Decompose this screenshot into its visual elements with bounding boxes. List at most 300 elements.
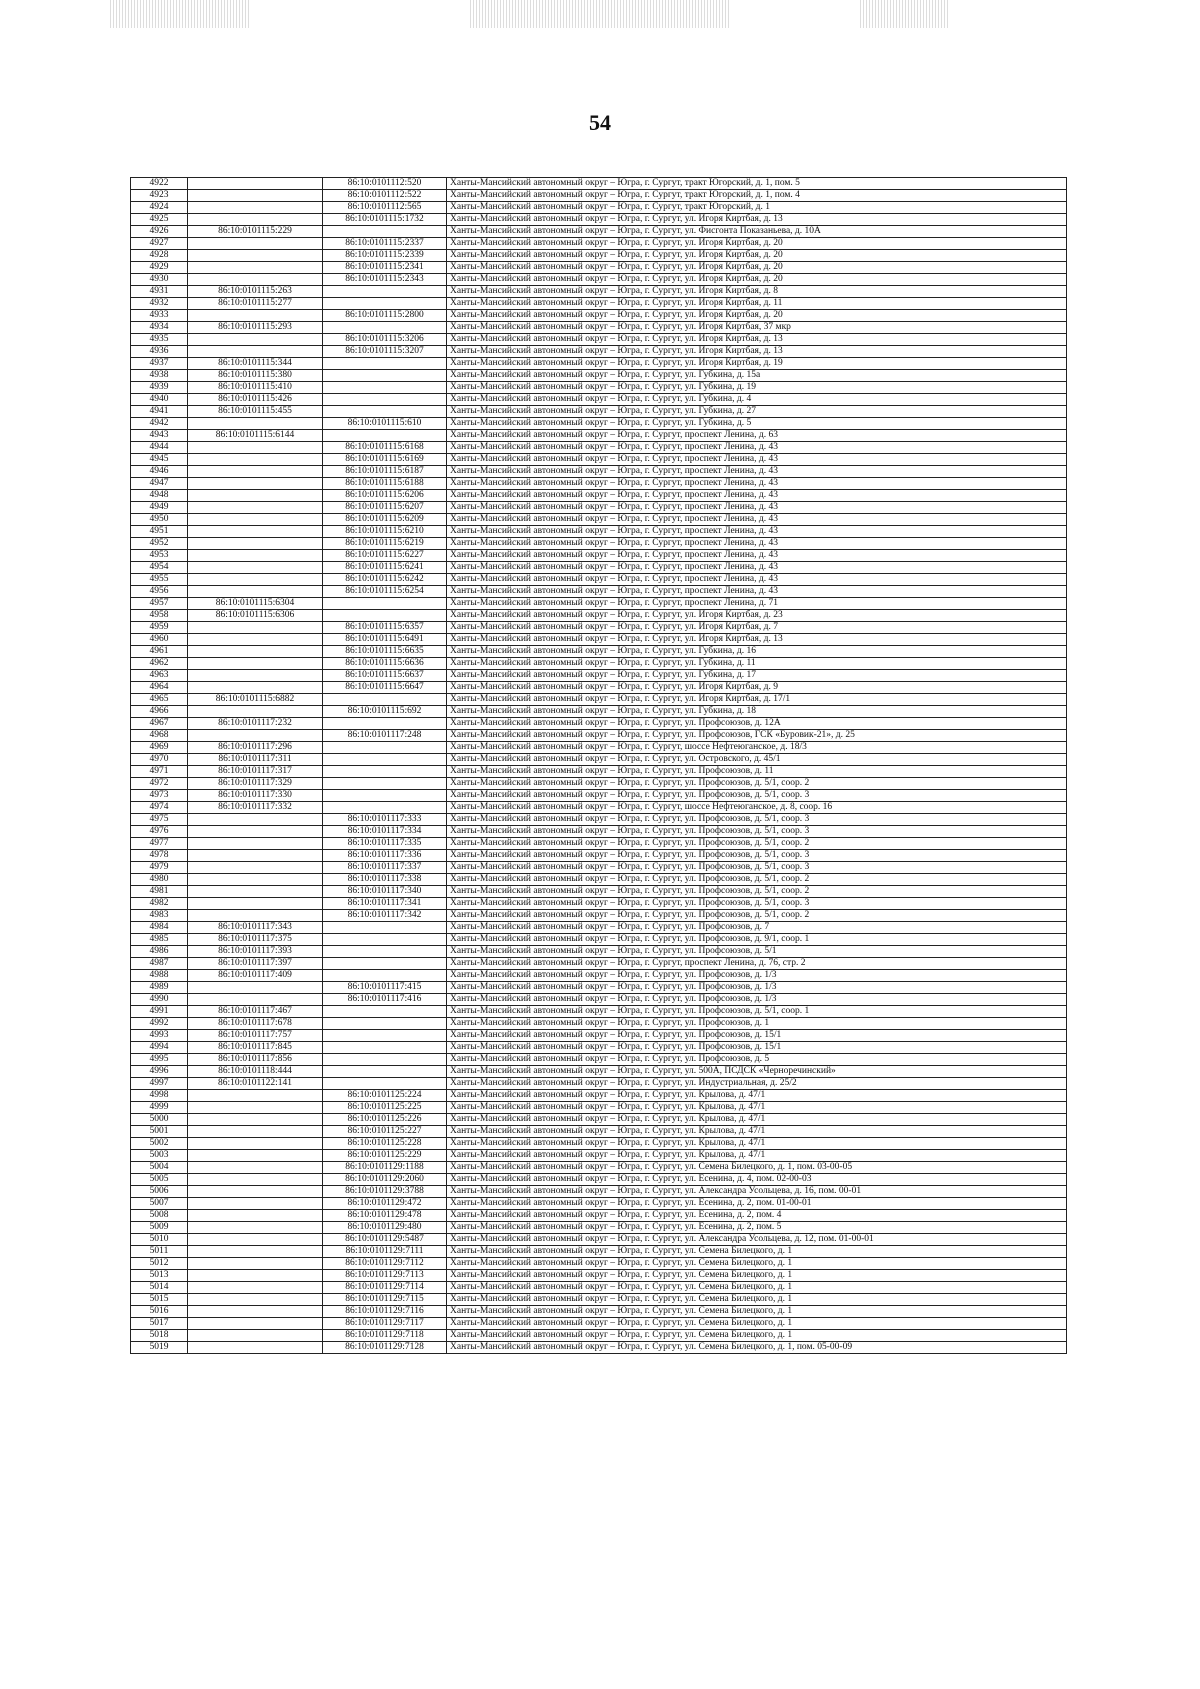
row-number-cell: 4959 [131,622,188,634]
row-number-cell: 4950 [131,514,188,526]
object-cadastral-cell [323,766,447,778]
land-cadastral-cell [188,490,323,502]
address-cell: Ханты-Мансийский автономный округ – Югра, г. Сургут, ул. Семена Билецкого, д. 1 [447,1330,1067,1342]
row-number-cell: 5018 [131,1330,188,1342]
row-number-cell: 4995 [131,1054,188,1066]
table-row [131,574,1067,586]
address-cell: Ханты-Мансийский автономный округ – Югра, г. Сургут, ул. Игоря Киртбая, д. 9 [447,682,1067,694]
land-cadastral-cell [188,982,323,994]
land-cadastral-cell [188,706,323,718]
object-cadastral-cell: 86:10:0101115:2339 [323,250,447,262]
table-row [131,346,1067,358]
address-cell: Ханты-Мансийский автономный округ – Югра, г. Сургут, ул. Есенина, д. 2, пом. 5 [447,1222,1067,1234]
address-cell: Ханты-Мансийский автономный округ – Югра, г. Сургут, шоссе Нефтеюганское, д. 8, соор. 16 [447,802,1067,814]
land-cadastral-cell [188,1090,323,1102]
object-cadastral-cell [323,226,447,238]
land-cadastral-cell: 86:10:0101115:229 [188,226,323,238]
row-number-cell: 5014 [131,1282,188,1294]
registry-table-body [131,178,1067,1354]
table-row [131,754,1067,766]
land-cadastral-cell: 86:10:0101115:455 [188,406,323,418]
object-cadastral-cell: 86:10:0101115:6241 [323,562,447,574]
row-number-cell: 5002 [131,1138,188,1150]
address-cell: Ханты-Мансийский автономный округ – Югра, г. Сургут, проспект Ленина, д. 43 [447,550,1067,562]
land-cadastral-cell [188,214,323,226]
address-cell: Ханты-Мансийский автономный округ – Югра, г. Сургут, проспект Ленина, д. 43 [447,466,1067,478]
table-row [131,982,1067,994]
row-number-cell: 4981 [131,886,188,898]
row-number-cell: 5011 [131,1246,188,1258]
land-cadastral-cell: 86:10:0101115:293 [188,322,323,334]
address-cell: Ханты-Мансийский автономный округ – Югра, г. Сургут, проспект Ленина, д. 43 [447,586,1067,598]
address-cell: Ханты-Мансийский автономный округ – Югра, г. Сургут, ул. Семена Билецкого, д. 1 [447,1306,1067,1318]
table-row [131,970,1067,982]
row-number-cell: 4926 [131,226,188,238]
row-number-cell: 4952 [131,538,188,550]
row-number-cell: 4938 [131,370,188,382]
object-cadastral-cell: 86:10:0101115:6227 [323,550,447,562]
table-row [131,190,1067,202]
address-cell: Ханты-Мансийский автономный округ – Югра, г. Сургут, проспект Ленина, д. 43 [447,502,1067,514]
table-row [131,1114,1067,1126]
object-cadastral-cell: 86:10:0101125:224 [323,1090,447,1102]
address-cell: Ханты-Мансийский автономный округ – Югра, г. Сургут, ул. Профсоюзов, д. 5/1, соор. 1 [447,1006,1067,1018]
object-cadastral-cell: 86:10:0101115:6206 [323,490,447,502]
land-cadastral-cell [188,1210,323,1222]
address-cell: Ханты-Мансийский автономный округ – Югра, г. Сургут, ул. Игоря Киртбая, д. 17/1 [447,694,1067,706]
row-number-cell: 4968 [131,730,188,742]
land-cadastral-cell [188,1234,323,1246]
object-cadastral-cell: 86:10:0101115:2800 [323,310,447,322]
land-cadastral-cell [188,562,323,574]
row-number-cell: 5019 [131,1342,188,1354]
address-cell: Ханты-Мансийский автономный округ – Югра, г. Сургут, ул. Губкина, д. 11 [447,658,1067,670]
address-cell: Ханты-Мансийский автономный округ – Югра, г. Сургут, ул. Игоря Киртбая, д. 20 [447,274,1067,286]
row-number-cell: 4954 [131,562,188,574]
row-number-cell: 4984 [131,922,188,934]
address-cell: Ханты-Мансийский автономный округ – Югра, г. Сургут, проспект Ленина, д. 43 [447,574,1067,586]
row-number-cell: 4988 [131,970,188,982]
row-number-cell: 4927 [131,238,188,250]
row-number-cell: 5010 [131,1234,188,1246]
land-cadastral-cell [188,418,323,430]
land-cadastral-cell [188,334,323,346]
row-number-cell: 4960 [131,634,188,646]
object-cadastral-cell: 86:10:0101115:2343 [323,274,447,286]
land-cadastral-cell: 86:10:0101118:444 [188,1066,323,1078]
object-cadastral-cell [323,970,447,982]
table-row [131,634,1067,646]
land-cadastral-cell [188,250,323,262]
address-cell: Ханты-Мансийский автономный округ – Югра, г. Сургут, тракт Югорский, д. 1 [447,202,1067,214]
address-cell: Ханты-Мансийский автономный округ – Югра, г. Сургут, ул. Профсоюзов, д. 5/1 [447,946,1067,958]
scan-noise-center [470,0,730,28]
object-cadastral-cell: 86:10:0101125:225 [323,1102,447,1114]
object-cadastral-cell [323,802,447,814]
object-cadastral-cell [323,742,447,754]
land-cadastral-cell [188,178,323,190]
table-row [131,1126,1067,1138]
address-cell: Ханты-Мансийский автономный округ – Югра, г. Сургут, ул. Губкина, д. 15а [447,370,1067,382]
row-number-cell: 5015 [131,1294,188,1306]
object-cadastral-cell: 86:10:0101115:6169 [323,454,447,466]
address-cell: Ханты-Мансийский автономный округ – Югра, г. Сургут, проспект Ленина, д. 43 [447,442,1067,454]
land-cadastral-cell: 86:10:0101117:343 [188,922,323,934]
row-number-cell: 5003 [131,1150,188,1162]
land-cadastral-cell: 86:10:0101117:393 [188,946,323,958]
object-cadastral-cell: 86:10:0101125:229 [323,1150,447,1162]
object-cadastral-cell [323,394,447,406]
row-number-cell: 5013 [131,1270,188,1282]
row-number-cell: 5007 [131,1198,188,1210]
object-cadastral-cell [323,610,447,622]
address-cell: Ханты-Мансийский автономный округ – Югра, г. Сургут, ул. Профсоюзов, д. 5 [447,1054,1067,1066]
address-cell: Ханты-Мансийский автономный округ – Югра, г. Сургут, ул. Островского, д. 45/1 [447,754,1067,766]
land-cadastral-cell: 86:10:0101122:141 [188,1078,323,1090]
table-row [131,814,1067,826]
table-row [131,598,1067,610]
land-cadastral-cell [188,838,323,850]
address-cell: Ханты-Мансийский автономный округ – Югра, г. Сургут, ул. Семена Билецкого, д. 1, пом. 03-00-05 [447,1162,1067,1174]
registry-table [130,177,1067,1354]
address-cell: Ханты-Мансийский автономный округ – Югра, г. Сургут, проспект Ленина, д. 43 [447,526,1067,538]
row-number-cell: 4973 [131,790,188,802]
address-cell: Ханты-Мансийский автономный округ – Югра, г. Сургут, ул. Профсоюзов, д. 1/3 [447,994,1067,1006]
row-number-cell: 4924 [131,202,188,214]
table-row [131,214,1067,226]
land-cadastral-cell [188,514,323,526]
address-cell: Ханты-Мансийский автономный округ – Югра, г. Сургут, ул. Профсоюзов, д. 1/3 [447,970,1067,982]
table-row [131,310,1067,322]
table-row [131,1018,1067,1030]
row-number-cell: 4994 [131,1042,188,1054]
address-cell: Ханты-Мансийский автономный округ – Югра, г. Сургут, ул. Губкина, д. 18 [447,706,1067,718]
land-cadastral-cell [188,478,323,490]
object-cadastral-cell [323,790,447,802]
address-cell: Ханты-Мансийский автономный округ – Югра, г. Сургут, ул. Губкина, д. 16 [447,646,1067,658]
table-row [131,550,1067,562]
table-row [131,178,1067,190]
address-cell: Ханты-Мансийский автономный округ – Югра, г. Сургут, проспект Ленина, д. 76, стр. 2 [447,958,1067,970]
object-cadastral-cell: 86:10:0101117:415 [323,982,447,994]
object-cadastral-cell: 86:10:0101115:6210 [323,526,447,538]
address-cell: Ханты-Мансийский автономный округ – Югра, г. Сургут, ул. Крылова, д. 47/1 [447,1114,1067,1126]
land-cadastral-cell [188,1318,323,1330]
object-cadastral-cell [323,430,447,442]
object-cadastral-cell: 86:10:0101117:337 [323,862,447,874]
land-cadastral-cell: 86:10:0101117:232 [188,718,323,730]
land-cadastral-cell [188,1282,323,1294]
address-cell: Ханты-Мансийский автономный округ – Югра, г. Сургут, ул. Крылова, д. 47/1 [447,1090,1067,1102]
row-number-cell: 4956 [131,586,188,598]
table-row [131,766,1067,778]
address-cell: Ханты-Мансийский автономный округ – Югра, г. Сургут, ул. Губкина, д. 17 [447,670,1067,682]
table-row [131,442,1067,454]
land-cadastral-cell: 86:10:0101117:330 [188,790,323,802]
table-row [131,382,1067,394]
land-cadastral-cell [188,850,323,862]
row-number-cell: 5012 [131,1258,188,1270]
table-row [131,802,1067,814]
table-row [131,562,1067,574]
land-cadastral-cell [188,262,323,274]
address-cell: Ханты-Мансийский автономный округ – Югра, г. Сургут, тракт Югорский, д. 1, пом. 5 [447,178,1067,190]
address-cell: Ханты-Мансийский автономный округ – Югра, г. Сургут, ул. Губкина, д. 27 [447,406,1067,418]
land-cadastral-cell [188,658,323,670]
address-cell: Ханты-Мансийский автономный округ – Югра, г. Сургут, ул. Губкина, д. 5 [447,418,1067,430]
land-cadastral-cell [188,1114,323,1126]
address-cell: Ханты-Мансийский автономный округ – Югра, г. Сургут, ул. Профсоюзов, д. 1/3 [447,982,1067,994]
land-cadastral-cell [188,190,323,202]
table-row [131,706,1067,718]
address-cell: Ханты-Мансийский автономный округ – Югра, г. Сургут, ул. Крылова, д. 47/1 [447,1150,1067,1162]
table-row [131,238,1067,250]
object-cadastral-cell [323,1030,447,1042]
object-cadastral-cell [323,946,447,958]
row-number-cell: 4962 [131,658,188,670]
row-number-cell: 4983 [131,910,188,922]
address-cell: Ханты-Мансийский автономный округ – Югра, г. Сургут, ул. Профсоюзов, д. 7 [447,922,1067,934]
land-cadastral-cell [188,550,323,562]
row-number-cell: 4972 [131,778,188,790]
land-cadastral-cell [188,346,323,358]
land-cadastral-cell [188,994,323,1006]
table-row [131,1234,1067,1246]
object-cadastral-cell [323,1078,447,1090]
land-cadastral-cell [188,886,323,898]
row-number-cell: 4967 [131,718,188,730]
row-number-cell: 5009 [131,1222,188,1234]
object-cadastral-cell: 86:10:0101129:7112 [323,1258,447,1270]
table-row [131,850,1067,862]
object-cadastral-cell: 86:10:0101115:6219 [323,538,447,550]
land-cadastral-cell: 86:10:0101117:332 [188,802,323,814]
land-cadastral-cell [188,574,323,586]
row-number-cell: 4976 [131,826,188,838]
table-row [131,1258,1067,1270]
address-cell: Ханты-Мансийский автономный округ – Югра, г. Сургут, ул. Профсоюзов, д. 12А [447,718,1067,730]
row-number-cell: 4951 [131,526,188,538]
land-cadastral-cell [188,814,323,826]
row-number-cell: 4977 [131,838,188,850]
land-cadastral-cell [188,1150,323,1162]
row-number-cell: 4987 [131,958,188,970]
address-cell: Ханты-Мансийский автономный округ – Югра, г. Сургут, ул. Игоря Киртбая, д. 13 [447,346,1067,358]
object-cadastral-cell: 86:10:0101117:416 [323,994,447,1006]
object-cadastral-cell [323,1054,447,1066]
address-cell: Ханты-Мансийский автономный округ – Югра, г. Сургут, ул. Крылова, д. 47/1 [447,1126,1067,1138]
row-number-cell: 4969 [131,742,188,754]
address-cell: Ханты-Мансийский автономный округ – Югра, г. Сургут, проспект Ленина, д. 43 [447,514,1067,526]
table-row [131,1294,1067,1306]
object-cadastral-cell [323,1006,447,1018]
address-cell: Ханты-Мансийский автономный округ – Югра, г. Сургут, ул. Крылова, д. 47/1 [447,1102,1067,1114]
object-cadastral-cell [323,382,447,394]
table-row [131,1210,1067,1222]
address-cell: Ханты-Мансийский автономный округ – Югра, г. Сургут, ул. Профсоюзов, д. 1 [447,1018,1067,1030]
land-cadastral-cell [188,1258,323,1270]
table-row [131,262,1067,274]
land-cadastral-cell [188,274,323,286]
table-row [131,1078,1067,1090]
row-number-cell: 5001 [131,1126,188,1138]
table-row [131,334,1067,346]
land-cadastral-cell: 86:10:0101115:380 [188,370,323,382]
row-number-cell: 4998 [131,1090,188,1102]
land-cadastral-cell [188,646,323,658]
land-cadastral-cell [188,586,323,598]
land-cadastral-cell [188,1306,323,1318]
object-cadastral-cell: 86:10:0101115:3206 [323,334,447,346]
object-cadastral-cell: 86:10:0101117:248 [323,730,447,742]
object-cadastral-cell: 86:10:0101129:7113 [323,1270,447,1282]
table-row [131,1222,1067,1234]
table-row [131,1162,1067,1174]
address-cell: Ханты-Мансийский автономный округ – Югра, г. Сургут, ул. Профсоюзов, д. 5/1, соор. 2 [447,778,1067,790]
table-row [131,1174,1067,1186]
table-row [131,466,1067,478]
table-row [131,1042,1067,1054]
object-cadastral-cell [323,406,447,418]
table-row [131,406,1067,418]
table-row [131,610,1067,622]
object-cadastral-cell: 86:10:0101115:2341 [323,262,447,274]
object-cadastral-cell: 86:10:0101115:6188 [323,478,447,490]
object-cadastral-cell: 86:10:0101115:2337 [323,238,447,250]
address-cell: Ханты-Мансийский автономный округ – Югра, г. Сургут, ул. Губкина, д. 19 [447,382,1067,394]
object-cadastral-cell: 86:10:0101115:6254 [323,586,447,598]
row-number-cell: 4947 [131,478,188,490]
address-cell: Ханты-Мансийский автономный округ – Югра, г. Сургут, ул. Игоря Киртбая, д. 7 [447,622,1067,634]
address-cell: Ханты-Мансийский автономный округ – Югра, г. Сургут, ул. Профсоюзов, д. 5/1, соор. 3 [447,850,1067,862]
table-row [131,538,1067,550]
row-number-cell: 4940 [131,394,188,406]
address-cell: Ханты-Мансийский автономный округ – Югра, г. Сургут, проспект Ленина, д. 43 [447,538,1067,550]
row-number-cell: 4945 [131,454,188,466]
object-cadastral-cell: 86:10:0101115:692 [323,706,447,718]
land-cadastral-cell: 86:10:0101117:296 [188,742,323,754]
land-cadastral-cell: 86:10:0101117:329 [188,778,323,790]
row-number-cell: 4943 [131,430,188,442]
address-cell: Ханты-Мансийский автономный округ – Югра, г. Сургут, ул. Александра Усольцева, д. 12, пом. 01-00-01 [447,1234,1067,1246]
object-cadastral-cell: 86:10:0101129:7128 [323,1342,447,1354]
object-cadastral-cell: 86:10:0101117:334 [323,826,447,838]
table-row [131,670,1067,682]
row-number-cell: 4944 [131,442,188,454]
table-row [131,886,1067,898]
object-cadastral-cell: 86:10:0101117:341 [323,898,447,910]
land-cadastral-cell [188,826,323,838]
row-number-cell: 4991 [131,1006,188,1018]
address-cell: Ханты-Мансийский автономный округ – Югра, г. Сургут, ул. Индустриальная, д. 25/2 [447,1078,1067,1090]
address-cell: Ханты-Мансийский автономный округ – Югра, г. Сургут, ул. Профсоюзов, д. 5/1, соор. 3 [447,826,1067,838]
address-cell: Ханты-Мансийский автономный округ – Югра, г. Сургут, ул. Губкина, д. 4 [447,394,1067,406]
object-cadastral-cell [323,598,447,610]
object-cadastral-cell: 86:10:0101115:6491 [323,634,447,646]
table-row [131,502,1067,514]
row-number-cell: 5016 [131,1306,188,1318]
row-number-cell: 4941 [131,406,188,418]
row-number-cell: 4922 [131,178,188,190]
land-cadastral-cell [188,466,323,478]
row-number-cell: 4930 [131,274,188,286]
object-cadastral-cell: 86:10:0101117:335 [323,838,447,850]
land-cadastral-cell [188,526,323,538]
table-row [131,838,1067,850]
object-cadastral-cell: 86:10:0101115:610 [323,418,447,430]
row-number-cell: 4999 [131,1102,188,1114]
address-cell: Ханты-Мансийский автономный округ – Югра, г. Сургут, ул. Профсоюзов, д. 5/1, соор. 3 [447,814,1067,826]
object-cadastral-cell [323,298,447,310]
land-cadastral-cell [188,1270,323,1282]
table-row [131,226,1067,238]
land-cadastral-cell [188,442,323,454]
row-number-cell: 4955 [131,574,188,586]
address-cell: Ханты-Мансийский автономный округ – Югра, г. Сургут, проспект Ленина, д. 43 [447,490,1067,502]
row-number-cell: 4942 [131,418,188,430]
table-row [131,454,1067,466]
table-row [131,694,1067,706]
land-cadastral-cell [188,1198,323,1210]
table-row [131,1318,1067,1330]
row-number-cell: 4990 [131,994,188,1006]
land-cadastral-cell [188,1294,323,1306]
row-number-cell: 4928 [131,250,188,262]
table-row [131,790,1067,802]
row-number-cell: 4966 [131,706,188,718]
address-cell: Ханты-Мансийский автономный округ – Югра, г. Сургут, ул. Семена Билецкого, д. 1 [447,1318,1067,1330]
object-cadastral-cell: 86:10:0101115:6357 [323,622,447,634]
land-cadastral-cell: 86:10:0101117:311 [188,754,323,766]
row-number-cell: 4923 [131,190,188,202]
row-number-cell: 4971 [131,766,188,778]
address-cell: Ханты-Мансийский автономный округ – Югра, г. Сургут, ул. Есенина, д. 4, пом. 02-00-03 [447,1174,1067,1186]
row-number-cell: 4985 [131,934,188,946]
row-number-cell: 4970 [131,754,188,766]
land-cadastral-cell: 86:10:0101115:344 [188,358,323,370]
address-cell: Ханты-Мансийский автономный округ – Югра, г. Сургут, ул. Игоря Киртбая, д. 19 [447,358,1067,370]
row-number-cell: 5017 [131,1318,188,1330]
address-cell: Ханты-Мансийский автономный округ – Югра, г. Сургут, ул. Профсоюзов, ГСК «Буровик-21», д. 25 [447,730,1067,742]
object-cadastral-cell: 86:10:0101129:7115 [323,1294,447,1306]
address-cell: Ханты-Мансийский автономный округ – Югра, г. Сургут, проспект Ленина, д. 43 [447,454,1067,466]
address-cell: Ханты-Мансийский автономный округ – Югра, г. Сургут, ул. Семена Билецкого, д. 1 [447,1246,1067,1258]
row-number-cell: 5008 [131,1210,188,1222]
address-cell: Ханты-Мансийский автономный округ – Югра, г. Сургут, тракт Югорский, д. 1, пом. 4 [447,190,1067,202]
object-cadastral-cell: 86:10:0101129:7116 [323,1306,447,1318]
table-row [131,1102,1067,1114]
address-cell: Ханты-Мансийский автономный округ – Югра, г. Сургут, ул. Профсоюзов, д. 5/1, соор. 2 [447,910,1067,922]
address-cell: Ханты-Мансийский автономный округ – Югра, г. Сургут, ул. Игоря Киртбая, д. 23 [447,610,1067,622]
table-row [131,1030,1067,1042]
address-cell: Ханты-Мансийский автономный округ – Югра, г. Сургут, проспект Ленина, д. 43 [447,478,1067,490]
table-row [131,994,1067,1006]
address-cell: Ханты-Мансийский автономный округ – Югра, г. Сургут, ул. Профсоюзов, д. 5/1, соор. 3 [447,898,1067,910]
table-row [131,778,1067,790]
land-cadastral-cell: 86:10:0101117:856 [188,1054,323,1066]
object-cadastral-cell: 86:10:0101129:7118 [323,1330,447,1342]
row-number-cell: 4996 [131,1066,188,1078]
address-cell: Ханты-Мансийский автономный округ – Югра, г. Сургут, ул. Семена Билецкого, д. 1 [447,1270,1067,1282]
row-number-cell: 4992 [131,1018,188,1030]
table-row [131,718,1067,730]
table-row [131,1282,1067,1294]
land-cadastral-cell: 86:10:0101115:6306 [188,610,323,622]
land-cadastral-cell: 86:10:0101117:409 [188,970,323,982]
table-row [131,526,1067,538]
object-cadastral-cell: 86:10:0101115:6209 [323,514,447,526]
object-cadastral-cell: 86:10:0101117:340 [323,886,447,898]
